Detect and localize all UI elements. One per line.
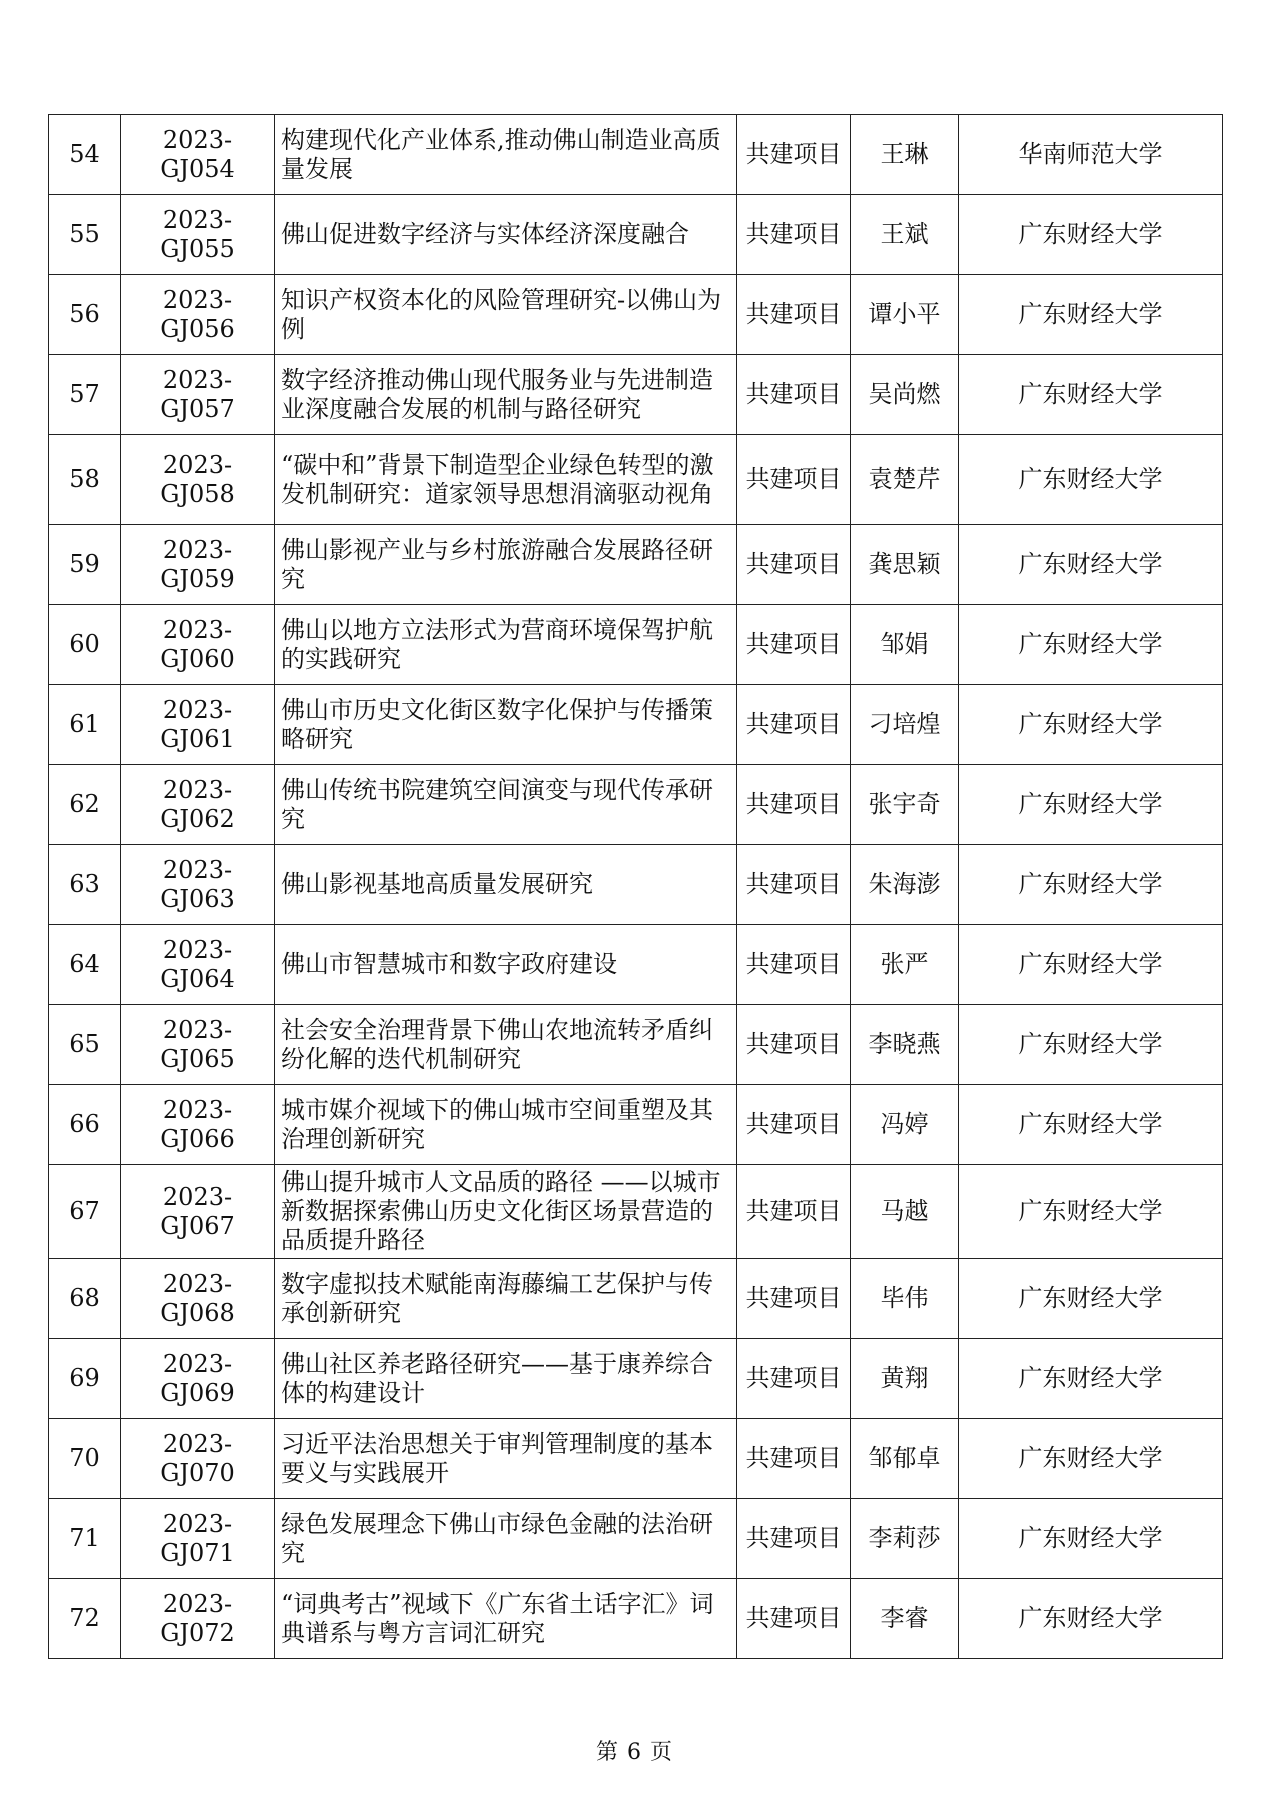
project-type: 共建项目	[737, 1085, 851, 1165]
table-row	[49, 685, 1223, 765]
project-title: 习近平法治思想关于审判管理制度的基本要义与实践展开	[275, 1419, 737, 1499]
project-type: 共建项目	[737, 355, 851, 435]
row-number: 67	[49, 1165, 121, 1259]
row-number: 60	[49, 605, 121, 685]
row-number: 61	[49, 685, 121, 765]
project-code: 2023-GJ071	[121, 1499, 275, 1579]
row-number: 64	[49, 925, 121, 1005]
table-row	[49, 115, 1223, 195]
project-organization: 广东财经大学	[959, 1165, 1223, 1259]
project-type: 共建项目	[737, 1499, 851, 1579]
project-code: 2023-GJ057	[121, 355, 275, 435]
page-number: 第 6 页	[596, 1740, 673, 1765]
project-leader: 黄翔	[851, 1339, 959, 1419]
project-leader: 吴尚燃	[851, 355, 959, 435]
row-number: 70	[49, 1419, 121, 1499]
project-code: 2023-GJ068	[121, 1259, 275, 1339]
project-code: 2023-GJ062	[121, 765, 275, 845]
project-title: 数字虚拟技术赋能南海藤编工艺保护与传承创新研究	[275, 1259, 737, 1339]
row-number: 59	[49, 525, 121, 605]
project-organization: 广东财经大学	[959, 1085, 1223, 1165]
project-title: 佛山影视基地高质量发展研究	[275, 845, 737, 925]
project-leader: 张严	[851, 925, 959, 1005]
project-title: 佛山促进数字经济与实体经济深度融合	[275, 195, 737, 275]
row-number: 65	[49, 1005, 121, 1085]
project-type: 共建项目	[737, 435, 851, 525]
project-code: 2023-GJ069	[121, 1339, 275, 1419]
project-leader: 马越	[851, 1165, 959, 1259]
project-table-body	[49, 115, 1223, 1659]
project-leader: 张宇奇	[851, 765, 959, 845]
project-leader: 朱海澎	[851, 845, 959, 925]
project-organization: 广东财经大学	[959, 435, 1223, 525]
project-leader: 刁培煌	[851, 685, 959, 765]
project-title: 佛山影视产业与乡村旅游融合发展路径研究	[275, 525, 737, 605]
project-leader: 邹郁卓	[851, 1419, 959, 1499]
row-number: 54	[49, 115, 121, 195]
project-type: 共建项目	[737, 1165, 851, 1259]
table-row	[49, 1085, 1223, 1165]
row-number: 68	[49, 1259, 121, 1339]
project-organization: 广东财经大学	[959, 925, 1223, 1005]
project-organization: 广东财经大学	[959, 685, 1223, 765]
project-organization: 广东财经大学	[959, 1579, 1223, 1659]
project-type: 共建项目	[737, 1005, 851, 1085]
project-type: 共建项目	[737, 275, 851, 355]
project-organization: 广东财经大学	[959, 1339, 1223, 1419]
table-row	[49, 925, 1223, 1005]
table-row	[49, 1419, 1223, 1499]
project-title: 社会安全治理背景下佛山农地流转矛盾纠纷化解的迭代机制研究	[275, 1005, 737, 1085]
project-title: 佛山提升城市人文品质的路径 ——以城市新数据探索佛山历史文化街区场景营造的品质提升路径	[275, 1165, 737, 1259]
project-title: 佛山社区养老路径研究——基于康养综合体的构建设计	[275, 1339, 737, 1419]
project-type: 共建项目	[737, 845, 851, 925]
project-title: 城市媒介视域下的佛山城市空间重塑及其治理创新研究	[275, 1085, 737, 1165]
project-leader: 王琳	[851, 115, 959, 195]
project-leader: 袁楚芹	[851, 435, 959, 525]
project-leader: 谭小平	[851, 275, 959, 355]
project-organization: 广东财经大学	[959, 605, 1223, 685]
project-title: 佛山以地方立法形式为营商环境保驾护航的实践研究	[275, 605, 737, 685]
project-code: 2023-GJ064	[121, 925, 275, 1005]
project-code: 2023-GJ070	[121, 1419, 275, 1499]
project-leader: 王斌	[851, 195, 959, 275]
table-row	[49, 845, 1223, 925]
project-leader: 李莉莎	[851, 1499, 959, 1579]
project-code: 2023-GJ063	[121, 845, 275, 925]
row-number: 62	[49, 765, 121, 845]
project-leader: 毕伟	[851, 1259, 959, 1339]
project-title: 数字经济推动佛山现代服务业与先进制造业深度融合发展的机制与路径研究	[275, 355, 737, 435]
project-title: 佛山传统书院建筑空间演变与现代传承研究	[275, 765, 737, 845]
project-code: 2023-GJ060	[121, 605, 275, 685]
project-code: 2023-GJ066	[121, 1085, 275, 1165]
row-number: 56	[49, 275, 121, 355]
project-organization: 广东财经大学	[959, 765, 1223, 845]
row-number: 72	[49, 1579, 121, 1659]
project-organization: 广东财经大学	[959, 355, 1223, 435]
table-row	[49, 275, 1223, 355]
table-row	[49, 1499, 1223, 1579]
project-table	[48, 114, 1223, 1659]
project-type: 共建项目	[737, 525, 851, 605]
table-row	[49, 435, 1223, 525]
project-organization: 广东财经大学	[959, 1419, 1223, 1499]
row-number: 63	[49, 845, 121, 925]
row-number: 71	[49, 1499, 121, 1579]
table-row	[49, 1259, 1223, 1339]
project-leader: 邹娟	[851, 605, 959, 685]
table-row	[49, 1165, 1223, 1259]
row-number: 57	[49, 355, 121, 435]
project-organization: 广东财经大学	[959, 1499, 1223, 1579]
project-code: 2023-GJ059	[121, 525, 275, 605]
table-row	[49, 525, 1223, 605]
project-type: 共建项目	[737, 685, 851, 765]
project-type: 共建项目	[737, 765, 851, 845]
project-code: 2023-GJ067	[121, 1165, 275, 1259]
project-code: 2023-GJ058	[121, 435, 275, 525]
project-title: 知识产权资本化的风险管理研究-以佛山为例	[275, 275, 737, 355]
project-leader: 冯婷	[851, 1085, 959, 1165]
project-title: 佛山市智慧城市和数字政府建设	[275, 925, 737, 1005]
project-type: 共建项目	[737, 1339, 851, 1419]
project-leader: 李晓燕	[851, 1005, 959, 1085]
project-organization: 华南师范大学	[959, 115, 1223, 195]
project-type: 共建项目	[737, 925, 851, 1005]
row-number: 66	[49, 1085, 121, 1165]
project-code: 2023-GJ056	[121, 275, 275, 355]
project-leader: 龚思颖	[851, 525, 959, 605]
table-row	[49, 1339, 1223, 1419]
project-title: 佛山市历史文化街区数字化保护与传播策略研究	[275, 685, 737, 765]
table-row	[49, 605, 1223, 685]
table-row	[49, 195, 1223, 275]
project-organization: 广东财经大学	[959, 195, 1223, 275]
project-type: 共建项目	[737, 605, 851, 685]
project-title: “词典考古”视域下《广东省土话字汇》词典谱系与粤方言词汇研究	[275, 1579, 737, 1659]
project-leader: 李睿	[851, 1579, 959, 1659]
project-type: 共建项目	[737, 1579, 851, 1659]
table-row	[49, 765, 1223, 845]
project-organization: 广东财经大学	[959, 1005, 1223, 1085]
row-number: 69	[49, 1339, 121, 1419]
row-number: 58	[49, 435, 121, 525]
project-title: “碳中和”背景下制造型企业绿色转型的激发机制研究：道家领导思想涓滴驱动视角	[275, 435, 737, 525]
table-row	[49, 1005, 1223, 1085]
project-title: 构建现代化产业体系,推动佛山制造业高质量发展	[275, 115, 737, 195]
project-type: 共建项目	[737, 1419, 851, 1499]
row-number: 55	[49, 195, 121, 275]
project-type: 共建项目	[737, 195, 851, 275]
table-row	[49, 355, 1223, 435]
project-organization: 广东财经大学	[959, 1259, 1223, 1339]
project-type: 共建项目	[737, 115, 851, 195]
project-type: 共建项目	[737, 1259, 851, 1339]
project-organization: 广东财经大学	[959, 525, 1223, 605]
project-code: 2023-GJ055	[121, 195, 275, 275]
project-code: 2023-GJ054	[121, 115, 275, 195]
project-organization: 广东财经大学	[959, 845, 1223, 925]
table-row	[49, 1579, 1223, 1659]
project-code: 2023-GJ072	[121, 1579, 275, 1659]
project-organization: 广东财经大学	[959, 275, 1223, 355]
project-code: 2023-GJ061	[121, 685, 275, 765]
project-title: 绿色发展理念下佛山市绿色金融的法治研究	[275, 1499, 737, 1579]
project-code: 2023-GJ065	[121, 1005, 275, 1085]
